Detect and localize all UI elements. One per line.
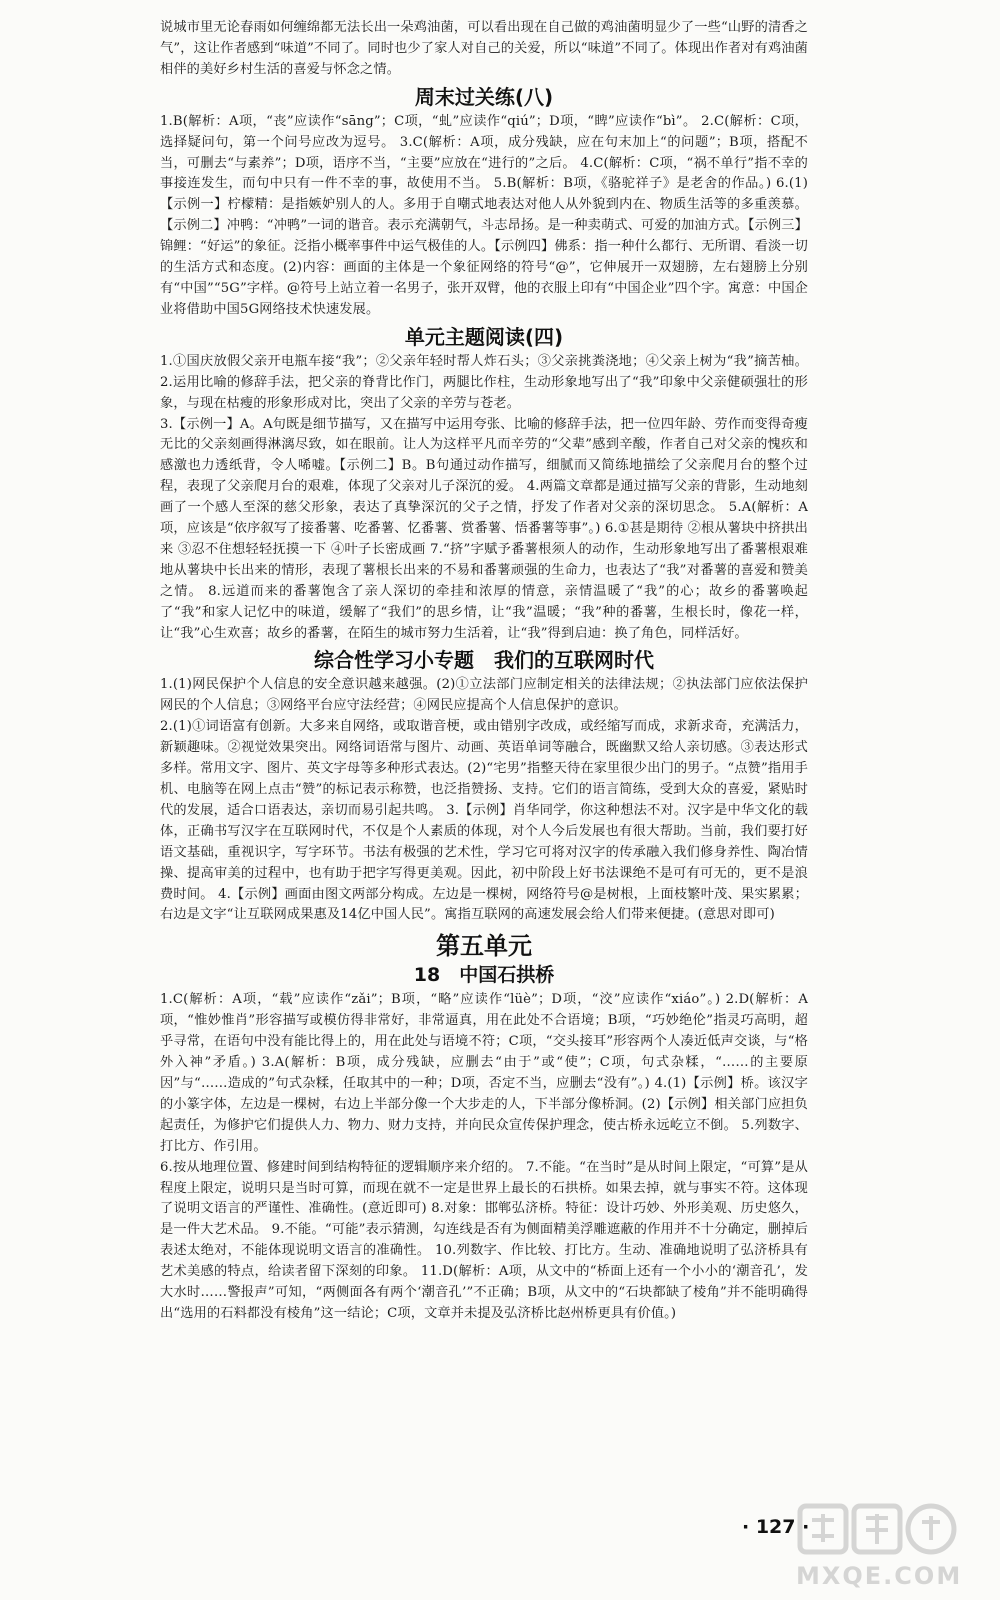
watermark-logo-icon bbox=[792, 1500, 992, 1560]
unit-reading-answers-1: 1.①国庆放假父亲开电瓶车接“我”；②父亲年轻时帮人炸石头；③父亲挑粪浇地；④父亲上树为“我”摘苦柚。 2.运用比喻的修辞手法，把父亲的脊背比作门，两腿比作柱，生动形象地写出了“我”印象中父亲健硕强壮的形象，与现在枯瘦的形象形成对比，突出了父亲的辛劳与苍老。 bbox=[160, 353, 808, 411]
unit-reading-answers-2: 3.【示例一】A。A句既是细节描写，又在描写中运用夸张、比喻的修辞手法，把一位四年龄、劳作而变得奇瘦无比的父亲刻画得淋漓尽致，如在眼前。让人为这样平凡而辛劳的“父辈”感到辛酸，作者自己对父亲的愧疚和感激也力透纸背，令人唏嘘。【示例二】B。B句通过动作描写，细腻而又简练地描绘了父亲爬月台的整个过程，表现了父亲爬月台的艰难，体现了父亲对儿子深沉的爱。 4.两篇文章都是通过描写父亲的背影，生动地刻画了一个感人至深的慈父形象，表达了真挚深沉的父子之情，抒发了作者对父亲的深切思念。 5.A(解析：A项，应该是“依序叙写了接番薯、吃番薯、忆番薯、赏番薯、悟番薯等事”。) 6.①甚是期待 ②根从薯块中挤拱出来 ③忍不住想轻轻抚摸一下 ④叶子长密成画 7.“挤”字赋予番薯根须人的动作，生动形象地写出了番薯根艰难地从薯块中长出来的情形，表现了薯根长出来的不易和番薯顽强的生命力，也表达了“我”对番薯的喜爱和赞美之情。 8.远道而来的番薯饱含了亲人深切的牵挂和浓厚的情意，亲情温暖了“我”的心；故乡的番薯唤起了“我”和家人记忆中的味道，缓解了“我们”的思乡情，让“我”温暖；“我”种的番薯，生根长时，像花一样，让“我”心生欢喜；故乡的番薯，在陌生的城市努力生活着，让“我”得到启迪：换了角色，同样活好。 bbox=[160, 416, 808, 641]
weekend-practice-answers: 1.B(解析：A项，“丧”应读作“sāng”；C项，“虬”应读作“qiú”；D项，“睥”应读作“bì”。 2.C(解析：C项，选择疑问句，第一个问号应改为逗号。 3.C(解析：A项，成分残缺，应在句末加上“的问题”；B项，搭配不当，可删去“与素养”；D项，语序不当，“主要”应放在“进行的”之后。 4.C(解析：C项，“祸不单行”指不幸的事接连发生，而句中只有一件不幸的事，故使用不当。 5.B(解析：B项，《骆驼祥子》是老舍的作品。) 6.(1)【示例一】柠檬精：是指嫉妒别人的人。多用于自嘲式地表达对他人从外貌到内在、物质生活等的多重羡慕。【示例二】冲鸭：“冲鸭”一词的谐音。表示充满朝气，斗志昂扬。是一种卖萌式、可爱的加油方式。【示例三】锦鲤：“好运”的象征。泛指小概率事件中运气极佳的人。【示例四】佛系：指一种什么都行、无所谓、看淡一切的生活方式和态度。(2)内容：画面的主体是一个象征网络的符号“@”，它伸展开一双翅膀，左右翅膀上分别有“中国”“5G”字样。@符号上站立着一名男子，张开双臂，他的衣服上印有“中国企业”四个字。寓意：中国企业将借助中国5G网络技术快速发展。 bbox=[160, 113, 808, 317]
heading-internet-topic: 综合性学习小专题 我们的互联网时代 bbox=[314, 648, 654, 673]
heading-lesson-18: 18 中国石拱桥 bbox=[413, 964, 555, 987]
lesson-18-answers-2: 6.按从地理位置、修建时间到结构特征的逻辑顺序来介绍的。 7.不能。“在当时”是从时间上限定，“可算”是从程度上限定，说明只是当时可算，而现在就不一定是世界上最长的石拱桥。如果去掉，就与事实不符。这体现了说明文语言的严谨性、准确性。(意近即可) 8.对象：邯郸弘济桥。特征：设计巧妙、外形美观、历史悠久，是一件大艺术品。 9.不能。“可能”表示猜测，勾连线是否有为侧面精美浮雕遮蔽的作用并不十分确定，删掉后表述太绝对，不能体现说明文语言的准确性。 10.列数字、作比较、打比方。生动、准确地说明了弘济桥具有艺术美感的特点，给读者留下深刻的印象。 11.D(解析：A项，从文中的“桥面上还有一个小小的‘潮音孔’，发大水时……警报声”可知，“两侧面各有两个‘潮音孔’”不正确；B项，从文中的“石块都缺了棱角”并不能明确得出“选用的石料都没有棱角”这一结论；C项，文章并未提及弘济桥比赵州桥更具有价值。) bbox=[160, 1159, 808, 1321]
heading-weekend-practice: 周末过关练(八) bbox=[414, 84, 554, 109]
watermark-logo bbox=[792, 1500, 992, 1598]
page-number: · 127 · bbox=[742, 1516, 810, 1538]
heading-unit-reading: 单元主题阅读(四) bbox=[404, 324, 564, 349]
text-column bbox=[160, 18, 808, 1325]
heading-unit-five: 第五单元 bbox=[436, 932, 532, 961]
lesson-18-answers-1: 1.C(解析：A项，“载”应读作“zǎi”；B项，“略”应读作“lüè”；D项，“洨”应读作“xiáo”。) 2.D(解析：A项，“惟妙惟肖”形容描写或模仿得非常好，非常逼真，用在此处不合语境；B项，“巧妙绝伦”指灵巧高明，超乎寻常，在语句中没有能比得上的，用在此处与语境不符；C项，“交头接耳”形容两个人凑近低声交谈，与“格外入神”矛盾。) 3.A(解析：B项，成分残缺，应删去“由于”或“使”；C项，句式杂糅，“……的主要原因”与“……造成的”句式杂糅，任取其中的一种；D项，否定不当，应删去“没有”。) 4.(1)【示例】桥。该汉字的小篆字体，左边是一棵树，右边上半部分像一个大步走的人，下半部分像桥洞。(2)【示例】相关部门应担负起责任，为修护它们提供人力、物力、财力支持，并向民众宣传保护理念，使古桥永远屹立不倒。 5.列数字、打比方、作引用。 bbox=[160, 992, 808, 1154]
internet-topic-answers-2: 2.(1)①词语富有创新。大多来自网络，或取谐音梗，或由错别字改成，或经缩写而成，求新求奇，充满活力，新颖趣味。②视觉效果突出。网络词语常与图片、动画、英语单词等融合，既幽默又给人亲切感。③表达形式多样。常用文字、图片、英文字母等多种形式表达。(2)“宅男”指整天待在家里很少出门的男子。“点赞”指用手机、电脑等在网上点击“赞”的标记表示称赞，也泛指赞扬、支持。它们的语言简练，受到大众的喜爱，紧贴时代的发展，适合口语表达，亲切而易引起共鸣。 3.【示例】肖华同学，你这种想法不对。汉字是中华文化的载体，正确书写汉字在互联网时代，不仅是个人素质的体现，对个人今后发展也有很大帮助。当前，我们要打好语文基础，重视识字，写字环节。书法有极强的艺术性，学习它可将对汉字的传承融入我们修身养性、陶冶情操、提高审美的过程中，也有助于把字写得更美观。因此，初中阶段上好书法课绝不是可有可无的，更不是浪费时间。 4.【示例】画面由图文两部分构成。左边是一棵树，网络符号@是树根，上面枝繁叶茂、果实累累；右边是文字“让互联网成果惠及14亿中国人民”。寓指互联网的高速发展会给人们带来便捷。(意思对即可) bbox=[160, 719, 808, 923]
watermark-text: MXQE.COM bbox=[796, 1562, 963, 1590]
internet-topic-answers-1: 1.(1)网民保护个人信息的安全意识越来越强。(2)①立法部门应制定相关的法律法规；②执法部门应依法保护网民的个人信息；③网络平台应守法经营；④网民应提高个人信息保护的意识。 bbox=[160, 677, 808, 714]
intro-paragraph: 说城市里无论春雨如何缠绵都无法长出一朵鸡油菌，可以看出现在自己做的鸡油菌明显少了一些“山野的清香之气”，这让作者感到“味道”不同了。同时也少了家人对自己的关爱，所以“味道”不同了。体现出作者对有鸡油菌相伴的美好乡村生活的喜爱与怀念之情。 bbox=[160, 20, 808, 77]
